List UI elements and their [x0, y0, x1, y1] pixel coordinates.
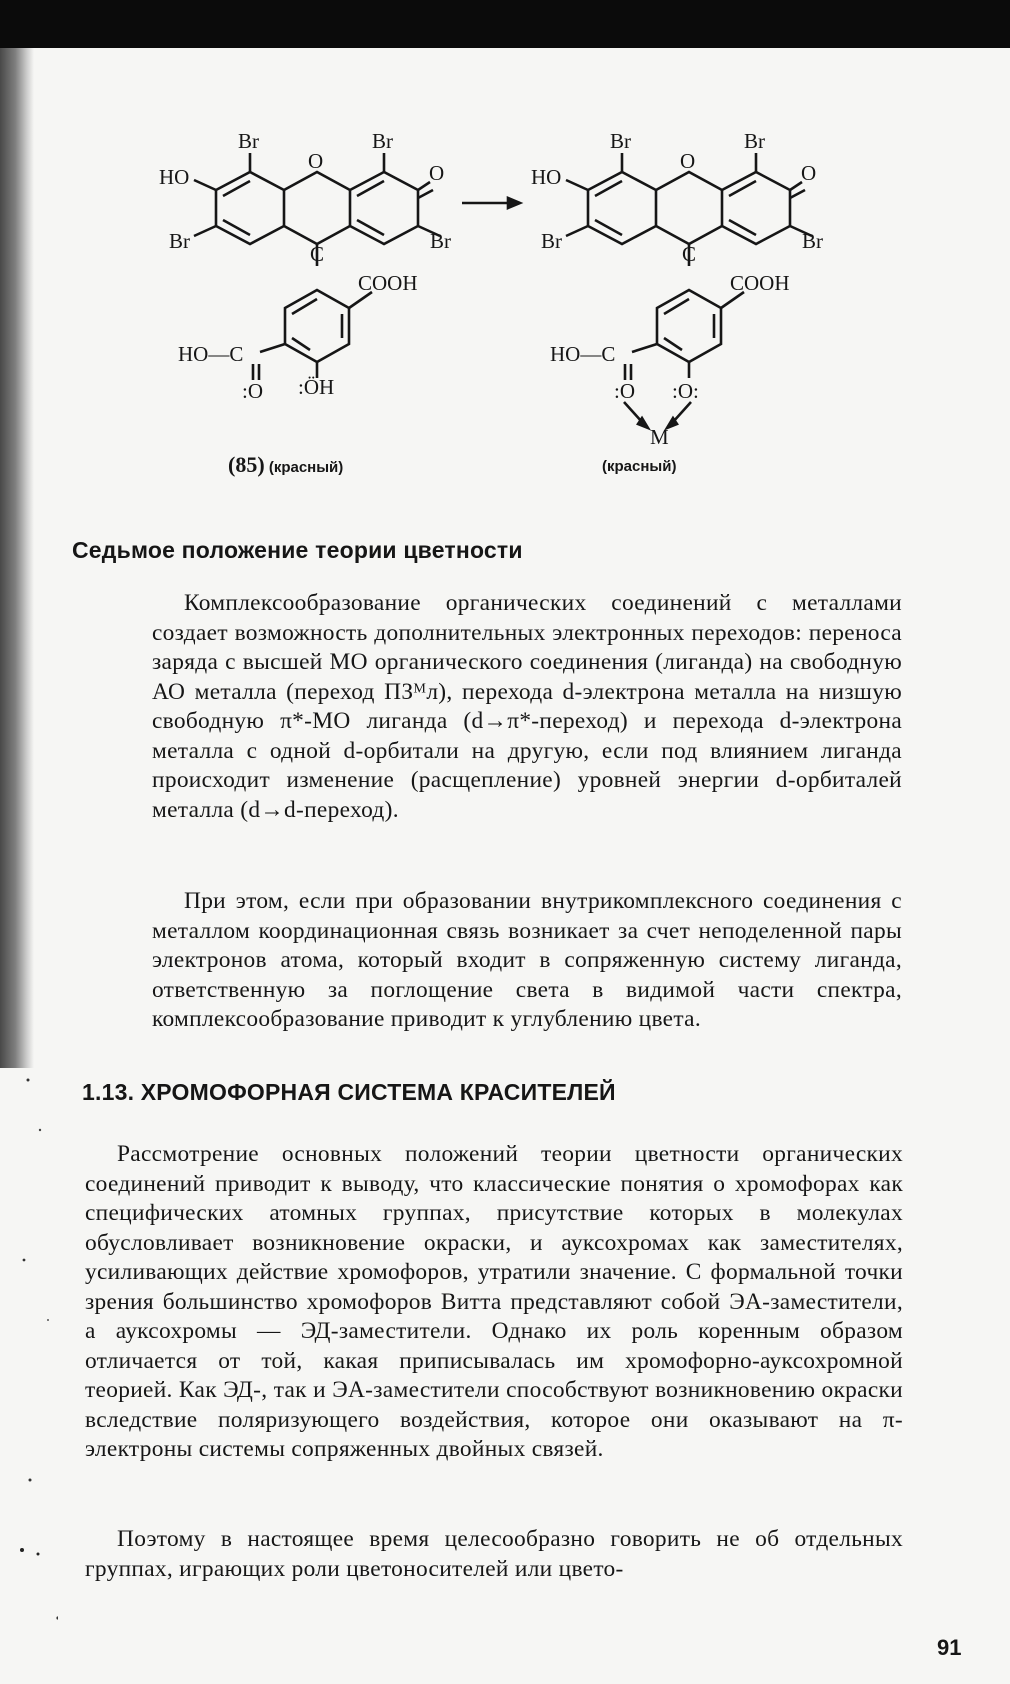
section113-paragraph-2: Поэтому в настоящее время целесообразно говорить не об отдельных группах, играющих роли цветоносителей или цвето-: [85, 1526, 903, 1582]
left-ho: HO: [159, 165, 190, 189]
left-caption-group: [228, 452, 343, 478]
left-br-left: Br: [169, 229, 190, 253]
right-ho-c: HO—C: [550, 342, 616, 366]
scan-specks: [18, 1070, 58, 1630]
left-o-ring: O: [308, 149, 324, 173]
right-o-low: :O: [614, 379, 635, 403]
right-o-ring: O: [680, 149, 696, 173]
left-o-keto: O: [429, 161, 445, 185]
left-br-top-right: Br: [372, 129, 393, 153]
right-caption: (красный): [602, 458, 677, 475]
right-br-left: Br: [541, 229, 562, 253]
section113-paragraph-1: Рассмотрение основных положений теории цветности органических соединений приводит к выводу, что классические понятия о хромофорах как специфических атомных группах, присутствие которых в молекулах обусловливает возникновение окраски, и ауксохромах как заместителях, усиливающих действие хромофоров, утратили значение. С формальной точки зрения большинство хромофоров Витта представляют собой ЭА-заместители, а ауксохромы — ЭД-заместители. Однако их роль коренным образом отличается от той, какая приписывалась им хромофорно-ауксохромной теорией. Как ЭД-, так и ЭА-заместители способствуют возникновению окраски вследствие поляризующего воздействия, которое они оказывают на π-электроны системы сопряженных двойных связей.: [85, 1141, 903, 1462]
right-metal: M: [650, 425, 669, 449]
page-number: 91: [937, 1635, 962, 1660]
section113-heading: 1.13. ХРОМОФОРНАЯ СИСТЕМА КРАСИТЕЛЕЙ: [82, 1079, 616, 1105]
left-caption: (красный): [268, 459, 344, 476]
scan-top-border: [0, 0, 1010, 48]
section7-paragraph-1: Комплексообразование органических соединений с металлами создает возможность дополнительных электронных переходов: переноса заряда с высшей МО органического соединения (лиганда) на свободную АО металла (переход ПЗᴹл), перехода d-электрона металла на низшую свободную π*-МО лиганда (d→π*-переход) и перехода d-электрона металла с одной d-орбитали на другую, если под влиянием лиганда происходит изменение (расщепление) уровней энергии d-орбиталей металла (d→d-переход).: [152, 590, 902, 823]
scan-left-shadow: [0, 48, 34, 1068]
right-ho: HO: [531, 165, 562, 189]
compound-number: (85): [228, 452, 265, 477]
left-c-center: C: [310, 242, 325, 266]
left-o-low: :O: [242, 379, 263, 403]
left-ho-c: HO—C: [178, 342, 244, 366]
right-o-keto: O: [801, 161, 817, 185]
right-cooh: COOH: [730, 271, 790, 295]
left-br-right: Br: [430, 229, 451, 253]
right-br-top-right: Br: [744, 129, 765, 153]
reaction-scheme: [150, 118, 900, 528]
right-br-top-left: Br: [610, 129, 631, 153]
right-c-center: C: [682, 242, 697, 266]
right-br-right: Br: [802, 229, 823, 253]
section7-paragraph-2: При этом, если при образовании внутрикомплексного соединения с металлом координационная связь возникает за счет неподеленной пары электронов атома, который входит в сопряженную систему лиганда, ответственную за поглощение света в видимой части спектра, комплексообразование приводит к углублению цвета.: [152, 888, 902, 1032]
right-o-low2: :O:: [672, 379, 699, 403]
left-cooh: COOH: [358, 271, 418, 295]
left-br-top-left: Br: [238, 129, 259, 153]
left-oh: :ÖH: [298, 375, 335, 399]
section7-heading: Седьмое положение теории цветности: [72, 537, 523, 563]
